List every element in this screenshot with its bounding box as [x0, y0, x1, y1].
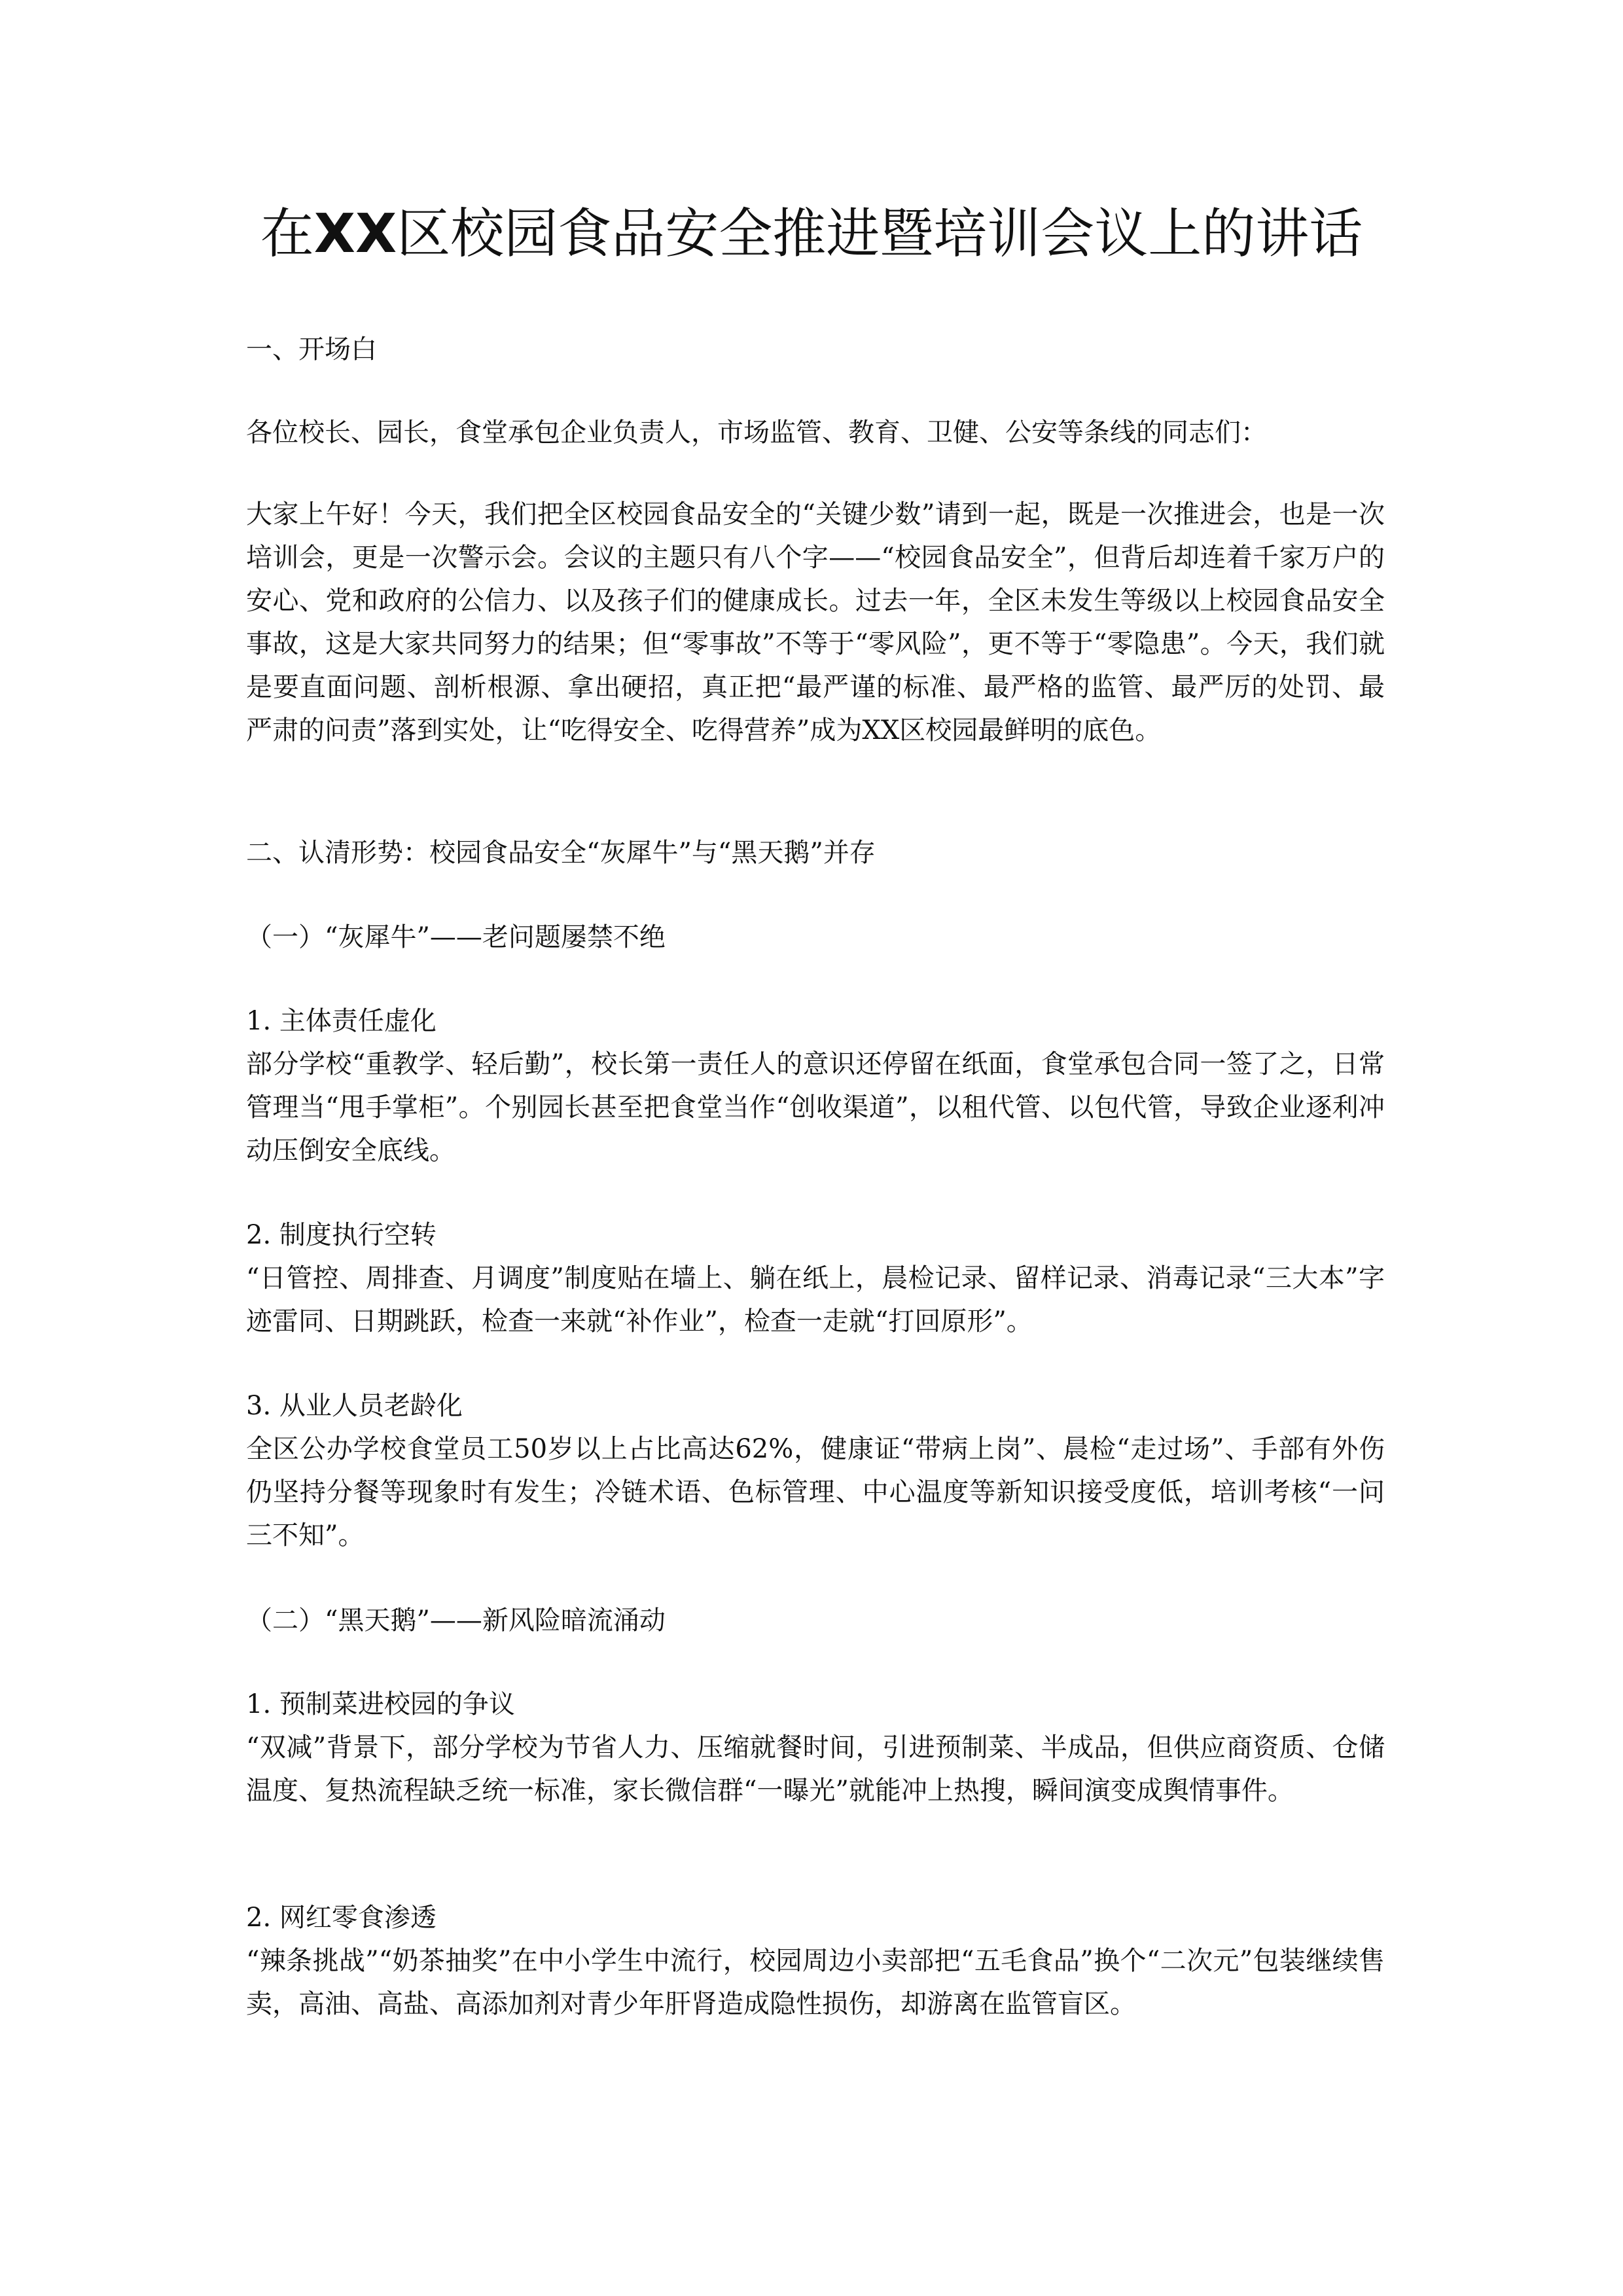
list-item-text: “双减”背景下，部分学校为节省人力、压缩就餐时间，引进预制菜、半成品，但供应商资质、仓储温度、复热流程缺乏统一标准，家长微信群“一曝光”就能冲上热搜，瞬间演变成舆情事件。 — [246, 1732, 1385, 1806]
list-item-title: 3. 从业人员老龄化 — [246, 1391, 463, 1421]
salutation-paragraph: 各位校长、园长，食堂承包企业负责人，市场监管、教育、卫健、公安等条线的同志们： — [246, 418, 1267, 448]
list-item-system-execution — [246, 1213, 1385, 1343]
list-item-subject-responsibility — [246, 999, 1385, 1172]
list-item-text: “日管控、周排查、月调度”制度贴在墙上、躺在纸上，晨检记录、留样记录、消毒记录“三大本”字迹雷同、日期跳跃，检查一来就“补作业”，检查一走就“打回原形”。 — [246, 1263, 1385, 1336]
list-item-internet-snacks — [246, 1896, 1385, 2026]
section-heading-opening: 一、开场白 — [246, 334, 377, 365]
list-item-text: “辣条挑战”“奶茶抽奖”在中小学生中流行，校园周边小卖部把“五毛食品”换个“二次元”包装继续售卖，高油、高盐、高添加剂对青少年肝肾造成隐性损伤，却游离在监管盲区。 — [246, 1946, 1385, 2019]
opening-paragraph: 大家上午好！今天，我们把全区校园食品安全的“关键少数”请到一起，既是一次推进会，也是一次培训会，更是一次警示会。会议的主题只有八个字——“校园食品安全”，但背后却连着千家万户的安心、党和政府的公信力、以及孩子们的健康成长。过去一年，全区未发生等级以上校园食品安全事故，这是大家共同努力的结果；但“零事故”不等于“零风险”，更不等于“零隐患”。今天，我们就是要直面问题、剖析根源、拿出硬招，真正把“最严谨的标准、最严格的监管、最严厉的处罚、最严肃的问责”落到实处，让“吃得安全、吃得营养”成为XX区校园最鲜明的底色。 — [246, 499, 1385, 745]
list-item-title: 2. 网红零食渗透 — [246, 1903, 437, 1933]
list-item-text: 全区公办学校食堂员工50岁以上占比高达62%，健康证“带病上岗”、晨检“走过场”、手部有外伤仍坚持分餐等现象时有发生；冷链术语、色标管理、中心温度等新知识接受度低，培训考核“一问三不知”。 — [246, 1434, 1385, 1551]
list-item-title: 1. 主体责任虚化 — [246, 1006, 437, 1036]
section-heading-situation: 二、认清形势：校园食品安全“灰犀牛”与“黑天鹅”并存 — [246, 838, 876, 868]
subsection-heading-grey-rhino: （一）“灰犀牛”——老问题屡禁不绝 — [246, 922, 666, 952]
list-item-title: 1. 预制菜进校园的争议 — [246, 1689, 515, 1719]
list-item-staff-aging — [246, 1384, 1385, 1557]
list-item-prepared-meals — [246, 1683, 1385, 1812]
list-item-title: 2. 制度执行空转 — [246, 1220, 437, 1250]
list-item-text: 部分学校“重教学、轻后勤”，校长第一责任人的意识还停留在纸面，食堂承包合同一签了之，日常管理当“甩手掌柜”。个别园长甚至把食堂当作“创收渠道”，以租代管、以包代管，导致企业逐利冲动压倒安全底线。 — [246, 1049, 1385, 1166]
subsection-heading-black-swan: （二）“黑天鹅”——新风险暗流涌动 — [246, 1605, 666, 1636]
document-title: 在XX区校园食品安全推进暨培训会议上的讲话 — [260, 203, 1363, 265]
